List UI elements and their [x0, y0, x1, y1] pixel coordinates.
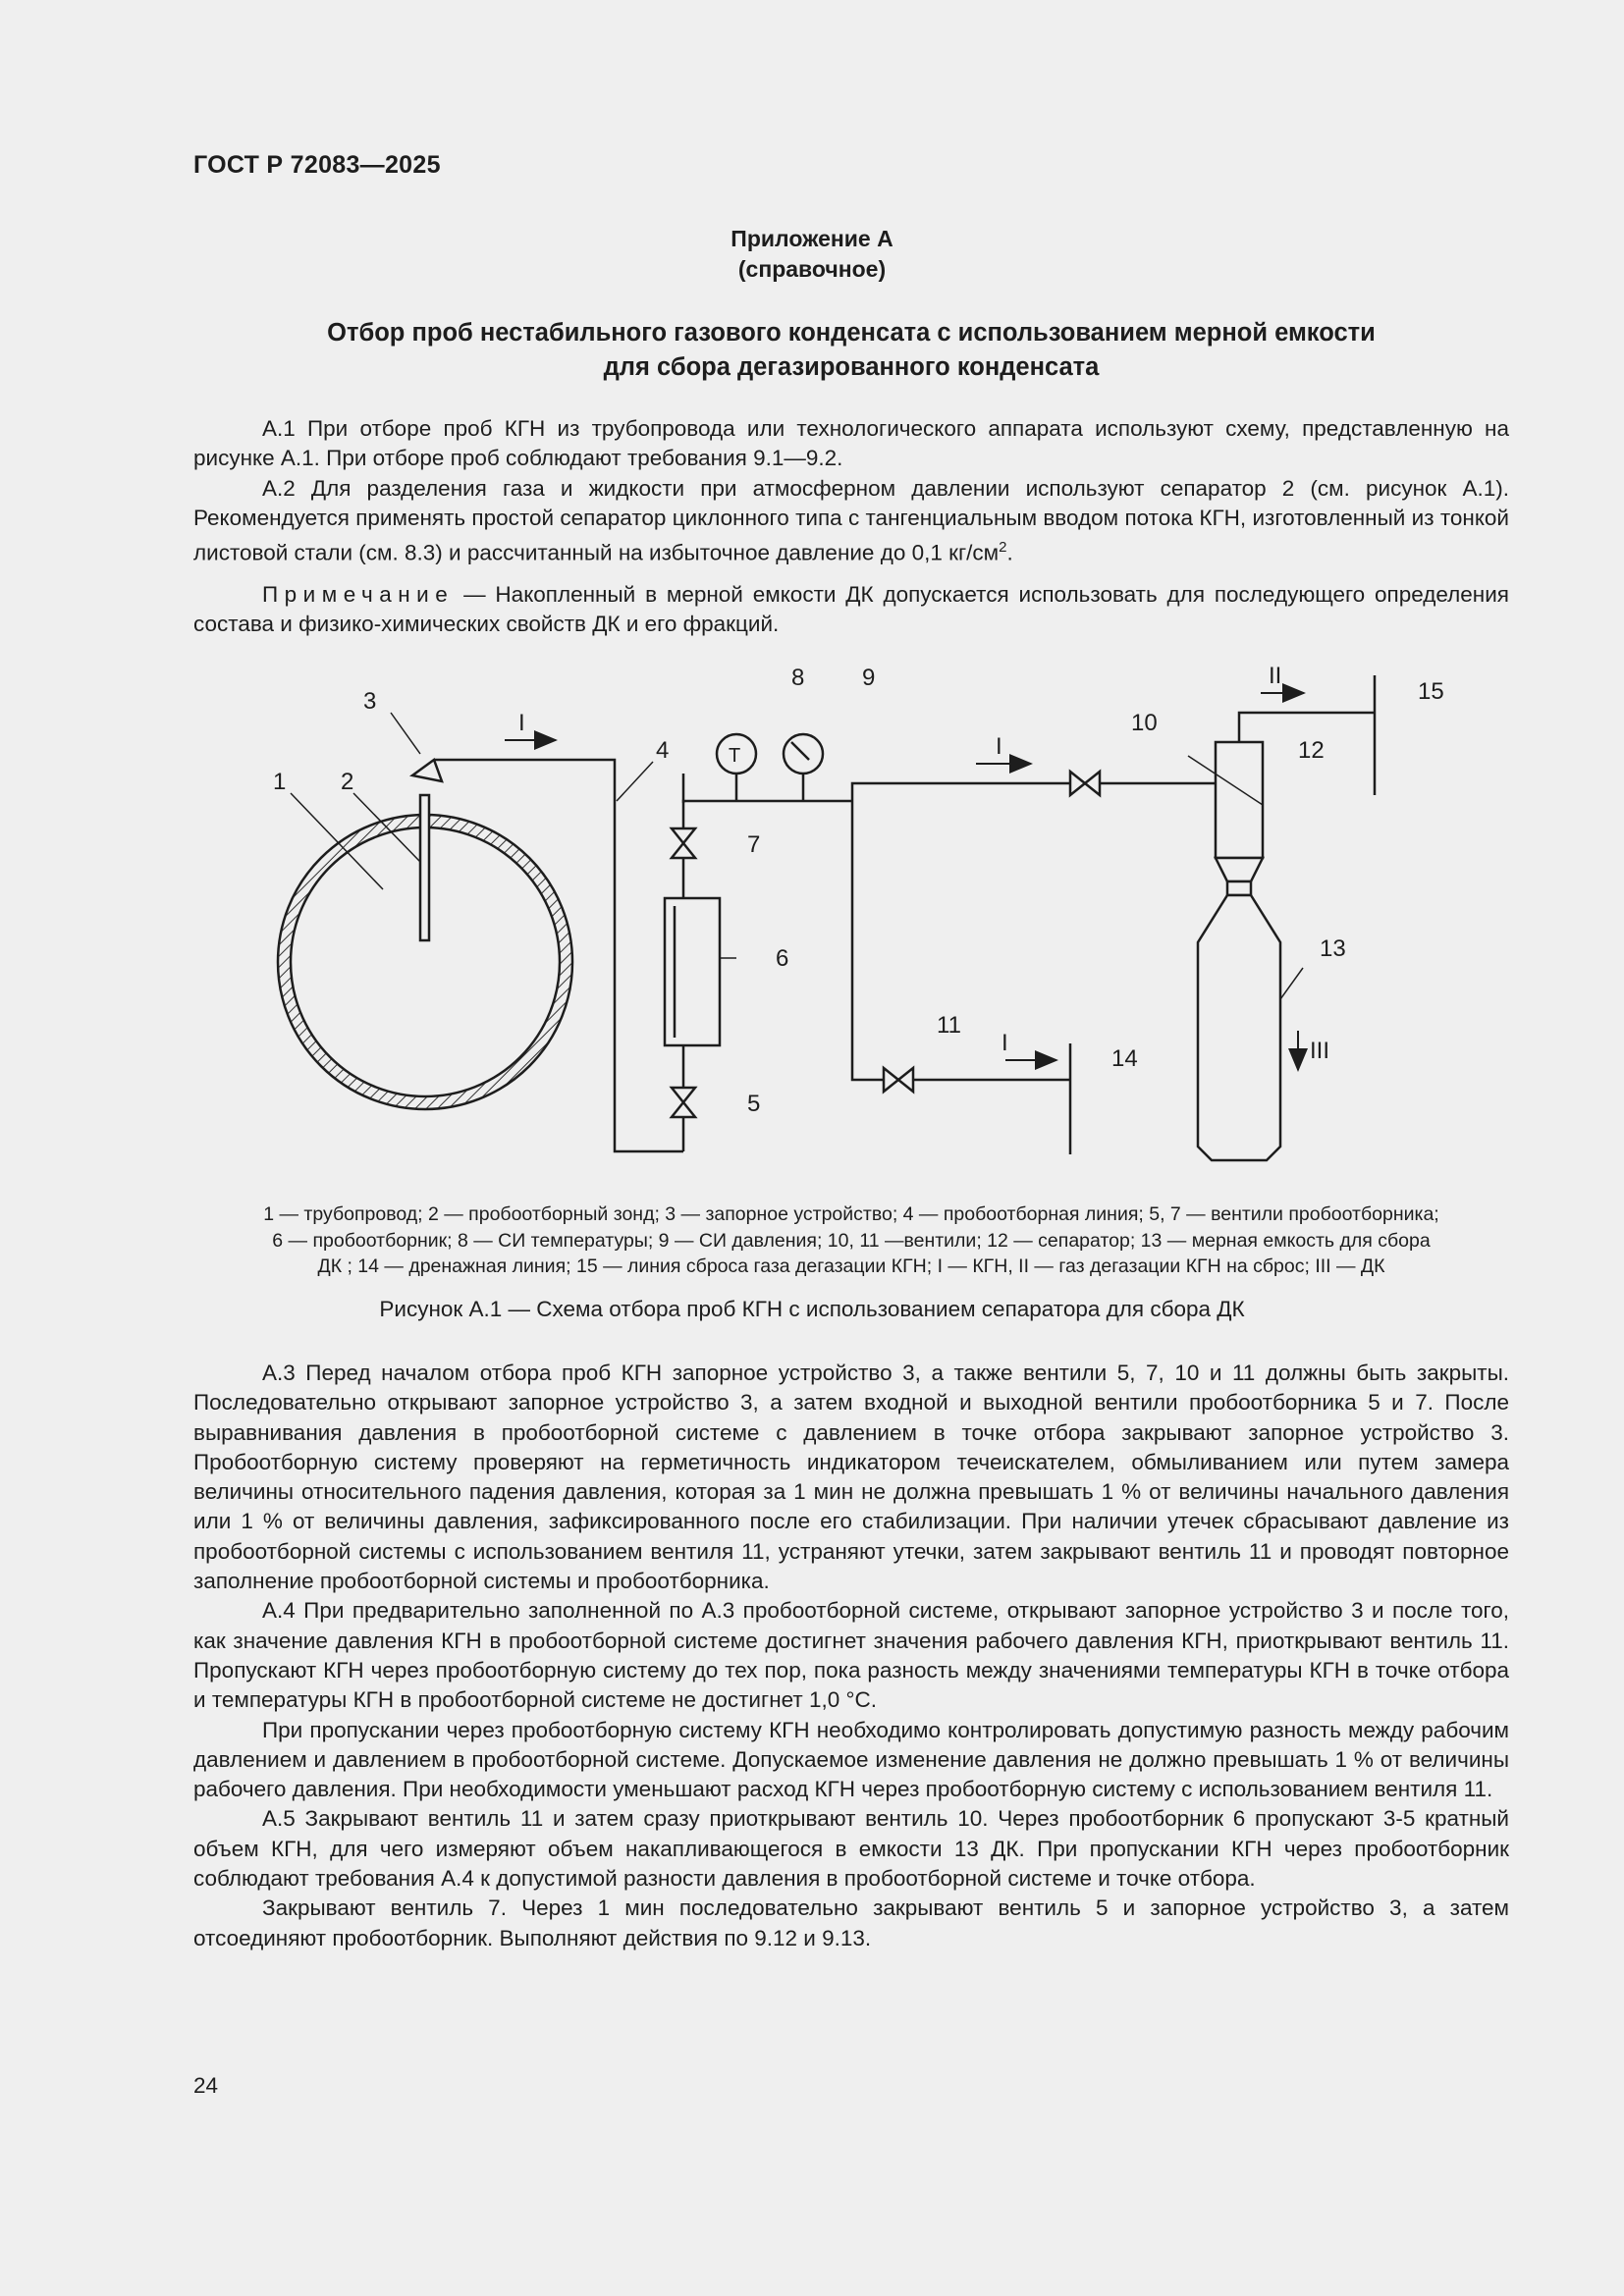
flow-label-i-b: I: [996, 733, 1002, 760]
label-3: 3: [363, 688, 377, 715]
paragraph-a2: [193, 474, 1509, 568]
valve-11: [884, 1068, 913, 1092]
separator-neck: [1227, 881, 1251, 895]
annex-title: Приложение А: [731, 226, 893, 251]
label-9: 9: [862, 665, 876, 691]
figure-legend: [193, 1201, 1509, 1280]
paragraph-a2-sup: 2: [999, 539, 1007, 557]
measuring-vessel: [1198, 895, 1280, 1160]
section-title: [193, 316, 1509, 385]
leader-4: [617, 762, 653, 801]
flow-label-ii: II: [1269, 663, 1282, 689]
legend-line-3: ДК ; 14 — дренажная линия; 15 — линия сброса газа дегазации КГН; I — КГН, II — газ дегазации КГН на сброс; III — ДК: [317, 1255, 1385, 1277]
separator-cone: [1216, 858, 1263, 881]
annex-status: (справочное): [737, 256, 887, 282]
standard-header: ГОСТ Р 72083—2025: [193, 151, 441, 179]
page-number: 24: [193, 2073, 219, 2098]
label-6: 6: [776, 945, 789, 972]
note-paragraph: [193, 580, 1509, 640]
valve-10: [1070, 772, 1100, 795]
paragraph-a5-continued: Закрывают вентиль 7. Через 1 мин последовательно закрывают вентиль 5 и запорное устройство 3, а затем отсоединяют пробоотборник. Выполняют действия по 9.12 и 9.13.: [193, 1896, 1509, 1950]
note-text: — Накопленный в мерной емкости ДК допускается использовать для последующего определения состава и физико-химических свойств ДК и его фракций.: [193, 581, 1509, 637]
flow-label-i-a: I: [518, 710, 525, 736]
legend-line-2: 6 — пробоотборник; 8 — СИ температуры; 9 — СИ давления; 10, 11 —вентили; 12 — сепаратор; 13 — мерная емкость для сбора: [272, 1229, 1431, 1252]
label-4: 4: [656, 737, 670, 764]
label-15: 15: [1418, 678, 1444, 705]
paragraph-a3: А.3 Перед началом отбора проб КГН запорное устройство 3, а также вентили 5, 7, 10 и 11 должны быть закрыты. Последовательно открывают запорное устройство 3, а затем входной и выходной вентили пробоотборника 5 и 7. После выравнивания давления в пробоотборной системе с давлением в точке отбора закрывают запорное устройство 3. Пробоотборную систему проверяют на герметичность индикатором течеискателем, обмыливанием или путем замера величины относительного падения давления, которая за 1 мин не должна превышать 1 % от величины начального давления или 1 % от величины давления, зафиксированного после его стабилизации. При наличии утечек сбрасывают давление из пробоотборной системы с использованием вентиля 11, устраняют утечки, затем закрывают вентиль 11 и проводят повторное заполнение пробоотборной системы и пробоотборника.: [193, 1361, 1509, 1594]
figure-caption: Рисунок А.1 — Схема отбора проб КГН с использованием сепаратора для сбора ДК: [379, 1297, 1245, 1321]
shutoff-device: [412, 760, 442, 781]
label-10: 10: [1131, 710, 1158, 736]
header-line: [683, 801, 852, 803]
section-title-line1: Отбор проб нестабильного газового конденсата с использованием мерной емкости: [327, 319, 1376, 347]
flow-label-iii: III: [1310, 1038, 1330, 1064]
valve-7: [672, 828, 695, 858]
note-label: Примечание: [262, 581, 455, 607]
flow-label-i-c: I: [1001, 1030, 1008, 1056]
paragraph-a4-continued: При пропускании через пробоотборную систему КГН необходимо контролировать допустимую разность между рабочим давлением и давлением в пробоотборной системе. Допускаемое изменение давления не должно превышать 1 % от величины рабочего давления. При необходимости уменьшают расход КГН через пробоотборную систему с использованием вентиля 11.: [193, 1717, 1509, 1802]
leader-13: [1280, 968, 1303, 999]
sampling-scheme-figure: [245, 656, 1483, 1186]
paragraph-a4: А.4 При предварительно заполненной по А.3 пробоотборной системе, открывают запорное устройство 3 и после того, как значение давления КГН в пробоотборной системе достигнет значения рабочего давления КГН, приоткрывают вентиль 11. Пропускают КГН через пробоотборную систему до тех пор, пока разность между значениями температуры КГН в точке отбора и температуры КГН в пробоотборной системе не достигнет 1,0 °С.: [193, 1598, 1509, 1713]
legend-line-1: 1 — трубопровод; 2 — пробоотборный зонд; 3 — запорное устройство; 4 — пробоотборная линия; 5, 7 — вентили пробоотборника;: [263, 1203, 1439, 1225]
label-13: 13: [1320, 935, 1346, 962]
label-5: 5: [747, 1091, 761, 1117]
valve-5: [672, 1088, 695, 1117]
label-8: 8: [791, 665, 805, 691]
label-7: 7: [747, 831, 761, 858]
thermometer-label: T: [729, 745, 741, 767]
label-2: 2: [341, 769, 354, 795]
label-14: 14: [1111, 1045, 1138, 1072]
paragraph-a2-main: А.2 Для разделения газа и жидкости при атмосферном давлении используют сепаратор 2 (см. рисунок А.1). Рекомендуется применять простой сепаратор циклонного типа с тангенциальным вводом потока КГН, изготовленный из тонкой листовой стали (см. 8.3) и рассчитанный на избыточное давление до 0,1 кг/см: [193, 475, 1509, 565]
sampling-probe: [420, 795, 429, 940]
procedure-paragraphs: [193, 1359, 1509, 1953]
label-12: 12: [1298, 737, 1325, 764]
section-title-line2: для сбора дегазированного конденсата: [603, 353, 1100, 381]
drain-branch: [852, 801, 884, 1080]
paragraph-a1: А.1 При отборе проб КГН из трубопровода или технологического аппарата используют схему, представленную на рисунке А.1. При отборе проб соблюдают требования 9.1—9.2.: [193, 416, 1509, 471]
label-11: 11: [937, 1012, 961, 1039]
line-to-valve-10: [852, 783, 1070, 801]
paragraph-a2-end: .: [1006, 540, 1013, 565]
paragraph-a5: А.5 Закрывают вентиль 11 и затем сразу приоткрывают вентиль 10. Через пробоотборник 6 пропускают 3-5 кратный объем КГН, для чего измеряют объем накапливающегося в емкости 13 ДК. При пропускании КГН через пробоотборник соблюдают требования А.4 к допустимой разности давления в пробоотборной системе и точке отбора.: [193, 1806, 1509, 1892]
sampler-cylinder: [665, 898, 720, 1045]
leader-3: [391, 713, 420, 754]
label-1: 1: [273, 769, 287, 795]
intro-paragraphs: [193, 414, 1509, 640]
